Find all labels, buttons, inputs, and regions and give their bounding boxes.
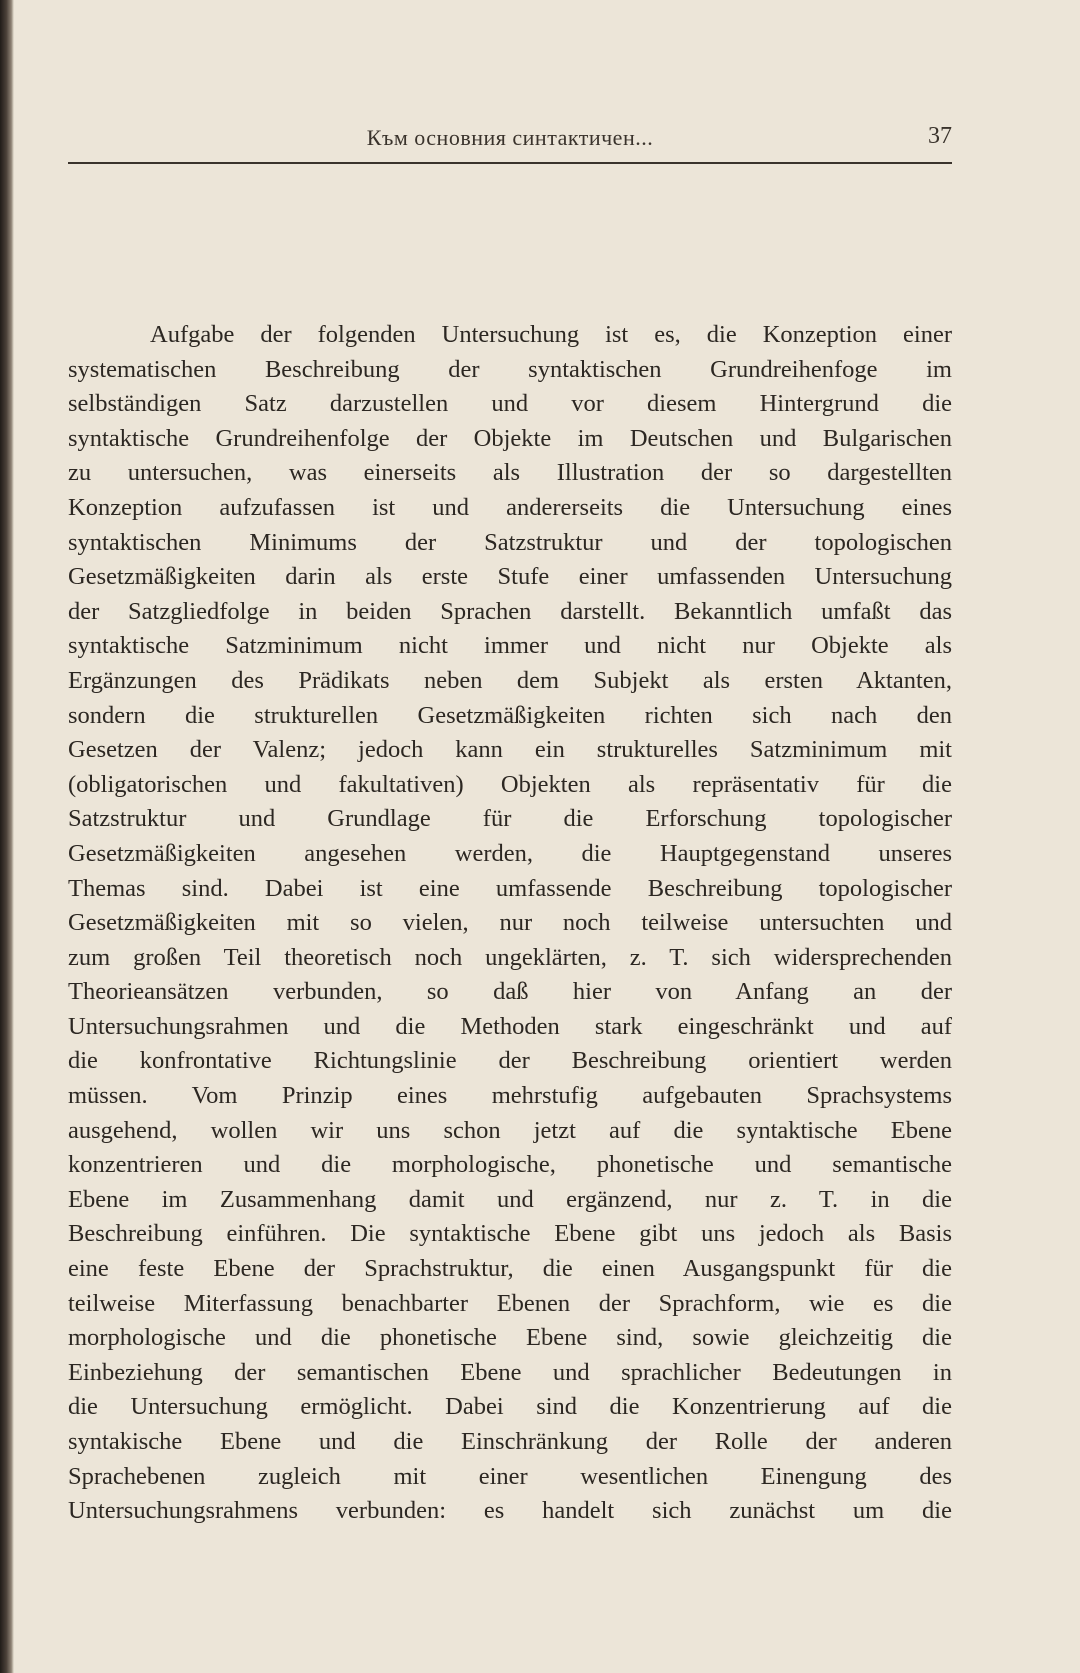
text-line: Konzeption aufzufassen ist und andererseits die Untersuchung eines bbox=[68, 493, 952, 521]
text-line: syntaktische Grundreihenfolge der Objekte im Deutschen und Bulgarischen bbox=[68, 424, 952, 452]
text-line: Aufgabe der folgenden Untersuchung ist es, die Konzeption einer bbox=[150, 321, 952, 348]
text-line: müssen. Vom Prinzip eines mehrstufig aufgebauten Sprachsystems bbox=[68, 1082, 952, 1110]
text-line: Untersuchungsrahmen und die Methoden stark eingeschränkt und auf bbox=[68, 1012, 952, 1040]
text-line: Gesetzmäßigkeiten angesehen werden, die Hauptgegenstand unseres bbox=[68, 839, 952, 867]
text-line: Gesetzmäßigkeiten darin als erste Stufe einer umfassenden Untersuchung bbox=[68, 563, 952, 591]
text-line: Untersuchungsrahmens verbunden: es handelt sich zunächst um die bbox=[68, 1497, 952, 1525]
text-line: Gesetzen der Valenz; jedoch kann ein strukturelles Satzminimum mit bbox=[68, 736, 952, 764]
text-line: Ebene im Zusammenhang damit und ergänzend, nur z. T. in die bbox=[68, 1185, 952, 1213]
text-line: die Untersuchung ermöglicht. Dabei sind die Konzentrierung auf die bbox=[68, 1393, 952, 1421]
text-line: eine feste Ebene der Sprachstruktur, die einen Ausgangspunkt für die bbox=[68, 1255, 952, 1283]
text-line: Beschreibung einführen. Die syntaktische Ebene gibt uns jedoch als Basis bbox=[68, 1220, 952, 1248]
text-line: teilweise Miterfassung benachbarter Ebenen der Sprachform, wie es die bbox=[68, 1289, 952, 1317]
text-line: die konfrontative Richtungslinie der Beschreibung orientiert werden bbox=[68, 1047, 952, 1075]
text-line: zu untersuchen, was einerseits als Illustration der so dargestellten bbox=[68, 459, 952, 487]
text-line: (obligatorischen und fakultativen) Objekten als repräsentativ für die bbox=[68, 770, 952, 798]
body-paragraph bbox=[68, 318, 952, 1529]
text-line: syntaktischen Minimums der Satzstruktur und der topologischen bbox=[68, 528, 952, 556]
text-line: Themas sind. Dabei ist eine umfassende Beschreibung topologischer bbox=[68, 874, 952, 902]
text-line: syntaktische Satzminimum nicht immer und nicht nur Objekte als bbox=[68, 632, 952, 660]
text-line: zum großen Teil theoretisch noch ungeklärten, z. T. sich widersprechenden bbox=[68, 943, 952, 971]
text-line: Sprachebenen zugleich mit einer wesentlichen Einengung des bbox=[68, 1462, 952, 1490]
text-line: sondern die strukturellen Gesetzmäßigkeiten richten sich nach den bbox=[68, 701, 952, 729]
text-line: systematischen Beschreibung der syntaktischen Grundreihenfoge im bbox=[68, 355, 952, 383]
page-number: 37 bbox=[928, 123, 952, 149]
text-line: Ergänzungen des Prädikats neben dem Subjekt als ersten Aktanten, bbox=[68, 666, 952, 694]
page-header bbox=[68, 122, 952, 164]
text-line: morphologische und die phonetische Ebene sind, sowie gleichzeitig die bbox=[68, 1324, 952, 1352]
running-title: Към основния синтактичен... bbox=[366, 125, 654, 150]
book-spine-shadow bbox=[0, 0, 14, 1673]
text-line: konzentrieren und die morphologische, phonetische und semantische bbox=[68, 1151, 952, 1179]
text-line: syntakische Ebene und die Einschränkung der Rolle der anderen bbox=[68, 1428, 952, 1455]
text-line: Satzstruktur und Grundlage für die Erforschung topologischer bbox=[68, 805, 952, 833]
text-line: Gesetzmäßigkeiten mit so vielen, nur noch teilweise untersuchten und bbox=[68, 909, 952, 937]
text-line: selbständigen Satz darzustellen und vor diesem Hintergrund die bbox=[68, 390, 952, 418]
text-line: ausgehend, wollen wir uns schon jetzt auf die syntaktische Ebene bbox=[68, 1116, 952, 1144]
text-line: Theorieansätzen verbunden, so daß hier von Anfang an der bbox=[68, 978, 952, 1006]
text-line: der Satzgliedfolge in beiden Sprachen darstellt. Bekanntlich umfaßt das bbox=[68, 597, 952, 625]
text-line: Einbeziehung der semantischen Ebene und sprachlicher Bedeutungen in bbox=[68, 1358, 952, 1386]
